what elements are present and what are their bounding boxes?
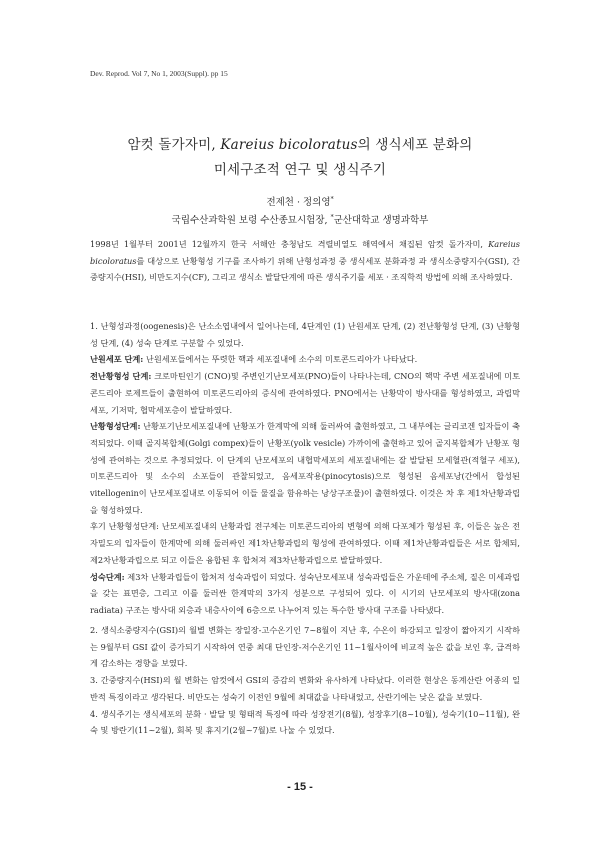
intro-text-a: 1998년 1월부터 2001년 12월까지 한국 서해안 충청남도 격렬비열도 해역에서 채집된 암컷 돌가자미, xyxy=(90,239,489,249)
affiliation-2: 군산대학교 생명과학부 xyxy=(333,215,429,226)
affiliation-1: 국립수산과학원 보령 수산종묘시험장, xyxy=(171,215,331,226)
oogonia-label: 난원세포 단계: xyxy=(90,354,144,365)
title-prefix: 암컷 돌가자미, xyxy=(127,137,221,153)
affiliation xyxy=(0,212,600,226)
mature-label: 성숙단계: xyxy=(90,571,125,582)
title-line-2: 미세구조적 연구 및 생식주기 xyxy=(213,162,387,178)
results-section-1 xyxy=(90,318,520,619)
oogonia-text: 난원세포들에서는 뚜렷한 핵과 세포질내에 소수의 미토콘드리아가 나타났다. xyxy=(143,354,418,365)
intro-text-b: 를 대상으로 난황형성 기구를 조사하기 위해 난형성과정 중 생식세포 분화과정 과 생식소중량지수(GSI), 간중량지수(HSI), 비만도지수(CF), 그리고 생식소 발달단계에 따른 생식주기를 세포 · 조직학적 방법에 의해 조사하였다. xyxy=(90,255,520,283)
species-name: Kareius bicoloratus xyxy=(220,137,358,153)
author-mark: * xyxy=(330,195,334,203)
late-vitellogenic-text: 난모세포질내의 난황과립 전구체는 미토콘드리아의 변형에 의해 다포체가 형성된 후, 이들은 높은 전자밀도의 입자들이 한계막에 의해 둘러싸인 제1차난황과립의 형성에 관여하였다. 이때 제1차난황과립들은 서로 합체되, 제2차난황과립으로 되고 이들은 융합된 후 합쳐져 제3차난황과립으로 발달하였다. xyxy=(90,521,520,565)
page-number: - 15 - xyxy=(287,781,313,793)
journal-reference: Dev. Reprod. Vol 7, No 1, 2003(Suppl). pp 15 xyxy=(90,69,228,78)
vitellogenic-text: 난황포기난모세포질내에 난황포가 한계막에 의해 둘러싸여 출현하였고, 그 내부에는 글리코겐 입자들이 축적되었다. 이때 골지복합체(Golgi compex)들이 난황포(yolk vesicle) 가까이에 출현하고 있어 골지복합체가 난황포 형성에 관여하는 것으로 추정되었다. 이 단계의 난모세포의 내협막세포의 세포질내에는 잘 발달된 모세혈관(적혈구 세포), 미토콘드리아 및 소수의 소포들이 관찰되었고, 음세포작용(pinocytosis)으로 형성된 음세포낭(간에서 합성된 vitellogenin이 난모세포질내로 이동되어 이들 물질을 함유하는 낭상구조물)이 출현하였다. 이것은 차 후 제1차난황과립을 형성하였다. xyxy=(90,421,520,515)
result-item-3: 3. 간중량지수(HSI)의 월 변화는 암컷에서 GSI의 증감의 변화와 유사하게 나타났다. 이러한 현상은 동계산란 어종의 일반적 특징이라고 생각된다. 비만도는 성숙기 이전인 9월에 최대값을 나타내었고, 산란기에는 낮은 값을 보였다. xyxy=(90,675,520,702)
vitellogenic-label: 난황형성단계: xyxy=(90,421,141,432)
vitellogenic-stage xyxy=(90,418,520,518)
previtellogenic-stage xyxy=(90,368,520,418)
late-vitellogenic-stage xyxy=(90,518,520,568)
affiliation-mark: * xyxy=(330,213,334,221)
title-suffix: 의 생식세포 분화의 xyxy=(357,137,473,153)
late-vitellogenic-label: 후기 난황형성단계: xyxy=(90,521,159,532)
title-line-1 xyxy=(0,133,600,153)
oogonia-stage xyxy=(90,351,520,368)
intro-paragraph xyxy=(90,236,520,286)
result-item-2: 2. 생식소중량지수(GSI)의 월별 변화는 장일장-고수온기인 7~8월이 지난 후, 수온이 하강되고 일장이 짧아지기 시작하는 9월부터 GSI 값이 증가되기 시작하여 연중 최대 단인장-저수온기인 11~1월사이에 비교적 높은 값을 보인 후, 급격하게 감소하는 경향을 보였다. xyxy=(90,625,520,669)
mature-text: 제3차 난황과립들이 합쳐져 성숙과립이 되었다. 성숙난모세포내 성숙과립들은 가운데에 주소체, 짙은 미세과립을 갖는 표면층, 그리고 이를 둘러싼 한계막의 3가지 성분으로 구성되어 있다. 이 시기의 난모세포의 방사대(zona radiata) 구조는 방사대 외층과 내층사이에 6층으로 나누어져 있는 특수한 방사대 구조를 나타냈다. xyxy=(90,571,520,615)
previtellogenic-text: 크로마틴인기 (CNO)및 주변인기난모세포(PNO)들이 나타나는데, CNO의 핵막 주변 세포질내에 미토콘드리아 로제트들이 출현하여 미토콘드리아의 증식에 관여하였다. PNO에서는 난황막이 방사대를 형성하였고, 과립막세포, 기저막, 협막세포층이 발달하였다. xyxy=(90,371,520,415)
abstract-intro xyxy=(90,236,520,286)
previtellogenic-label: 전난황형성 단계: xyxy=(90,371,152,382)
authors xyxy=(0,194,600,208)
mature-stage xyxy=(90,569,520,619)
result-item-4: 4. 생식주기는 생식세포의 분화 · 발달 및 형태적 특징에 따라 성장전기(8월), 성장후기(8~10월), 성숙기(10~11월), 완숙 및 방란기(11~2월), 회복 및 휴지기(2월~7월)로 나눌 수 있었다. xyxy=(90,708,520,736)
result-item-1: 1. 난형성과정(oogenesis)은 난소소엽내에서 일어나는데, 4단계인 (1) 난원세포 단계, (2) 전난황형성 단계, (3) 난황형성 단계, (4) 성숙 단계로 구분할 수 있었다. xyxy=(90,321,520,348)
intro-species: Kareius bicoloratus xyxy=(90,239,520,266)
author-names: 전제천 · 정의영 xyxy=(266,197,331,208)
results-section-2 xyxy=(90,622,520,739)
